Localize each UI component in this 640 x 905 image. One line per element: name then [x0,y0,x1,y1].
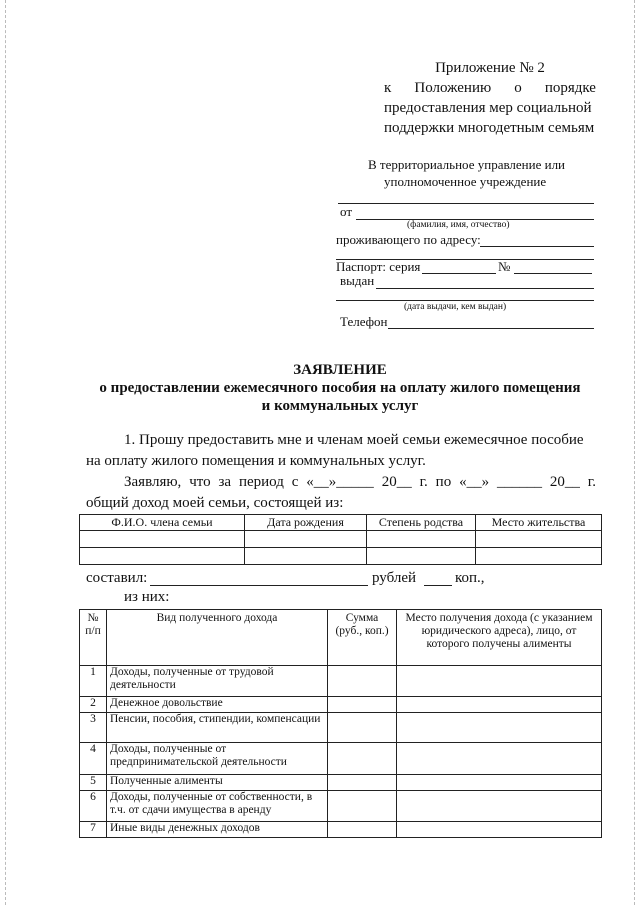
family-intro: общий доход моей семьи, состоящей из: [86,495,344,511]
income-col-num: № п/п [80,610,107,666]
family-table-row[interactable] [80,531,602,548]
request-line-1: 1. Прошу предоставить мне и членам моей семьи ежемесячное пособие [124,432,584,448]
family-col-relation: Степень родства [367,515,476,531]
phone-field[interactable] [388,328,594,329]
address-field[interactable] [480,246,594,247]
appendix-line-3: поддержки многодетным семьям [384,120,595,136]
income-col-source: Место получения дохода (с указанием юридического адреса), лицо, от которого получены алименты [397,610,602,666]
income-type: Доходы, полученные от предпринимательской деятельности [107,743,328,775]
passport-series-field[interactable] [422,273,496,274]
income-type: Доходы, полученные от собственности, в т.ч. от сдачи имущества в аренду [107,791,328,822]
family-col-birthdate: Дата рождения [245,515,367,531]
income-table-row[interactable] [80,666,602,697]
income-source-cell[interactable] [397,822,602,838]
income-table-row[interactable] [80,713,602,743]
income-table-row[interactable] [80,743,602,775]
income-source-cell[interactable] [397,666,602,697]
total-amount-field[interactable] [150,585,368,586]
income-source-cell[interactable] [397,791,602,822]
kop-label: коп., [455,570,485,586]
income-col-sum: Сумма (руб., коп.) [328,610,397,666]
income-sum-cell[interactable] [328,666,397,697]
kop-field[interactable] [424,585,452,586]
income-type: Доходы, полученные от трудовой деятельности [107,666,328,697]
income-source-cell[interactable] [397,743,602,775]
row-number: 4 [80,743,107,775]
appendix-word: Положению [414,80,492,96]
income-type: Пенсии, пособия, стипендии, компенсации [107,713,328,743]
income-col-type: Вид полученного дохода [107,610,328,666]
passport-label: Паспорт: серия [336,259,421,274]
income-type: Денежное довольствие [107,697,328,713]
row-number: 5 [80,775,107,791]
appendix-line-2: предоставления мер социальной [384,100,592,116]
family-table-row[interactable] [80,548,602,565]
from-label: от [340,204,353,219]
addressee-line-1: В территориальное управление или [368,157,566,172]
document-title: ЗАЯВЛЕНИЕ [293,362,387,378]
income-sum-cell[interactable] [328,697,397,713]
appendix-title: Приложение № 2 [435,60,545,76]
page-left-edge [5,0,6,905]
passport-number-label: № [498,259,511,274]
income-source-cell[interactable] [397,713,602,743]
row-number: 7 [80,822,107,838]
row-number: 3 [80,713,107,743]
income-table-row[interactable] [80,791,602,822]
income-source-cell[interactable] [397,697,602,713]
appendix-line-1 [384,78,596,98]
rub-label: рублей [372,570,417,586]
row-number: 6 [80,791,107,822]
issued-field-2[interactable] [336,300,594,301]
row-number: 2 [80,697,107,713]
family-col-residence: Место жительства [476,515,602,531]
income-source-cell[interactable] [397,775,602,791]
appendix-word: к [384,80,392,96]
income-type: Полученные алименты [107,775,328,791]
income-type: Иные виды денежных доходов [107,822,328,838]
addressee-blank[interactable] [338,203,594,204]
family-col-fio: Ф.И.О. члена семьи [80,515,245,531]
income-sum-cell[interactable] [328,743,397,775]
request-line-2: на оплату жилого помещения и коммунальных услуг. [86,453,426,469]
issued-field[interactable] [376,288,594,289]
income-table-row[interactable] [80,697,602,713]
fio-hint: (фамилия, имя, отчество) [407,220,510,230]
income-sum-cell[interactable] [328,775,397,791]
issued-hint: (дата выдачи, кем выдан) [404,302,507,312]
family-table-header [80,515,602,531]
family-table [79,514,602,565]
document-subtitle-2: и коммунальных услуг [261,398,419,414]
passport-number-field[interactable] [514,273,592,274]
document-subtitle-1: о предоставлении ежемесячного пособия на оплату жилого помещения [99,380,581,396]
address-label: проживающего по адресу: [336,232,481,247]
income-table-header [80,610,602,666]
appendix-word: порядке [544,80,596,96]
total-label: составил: [86,570,148,586]
page-right-edge [634,0,635,905]
appendix-block [384,58,596,138]
income-table-row[interactable] [80,822,602,838]
income-sum-cell[interactable] [328,822,397,838]
addressee-line-2: уполномоченное учреждение [384,174,547,189]
issued-label: выдан [340,273,375,288]
appendix-word: о [514,80,522,96]
income-table [79,609,602,838]
period-line: Заявляю, что за период с «__»_____ 20__ г. по «__» ______ 20__ г. [124,474,596,490]
of-them-label: из них: [124,589,170,605]
income-sum-cell[interactable] [328,791,397,822]
income-sum-cell[interactable] [328,713,397,743]
phone-label: Телефон [340,314,388,329]
row-number: 1 [80,666,107,697]
income-table-row[interactable] [80,775,602,791]
